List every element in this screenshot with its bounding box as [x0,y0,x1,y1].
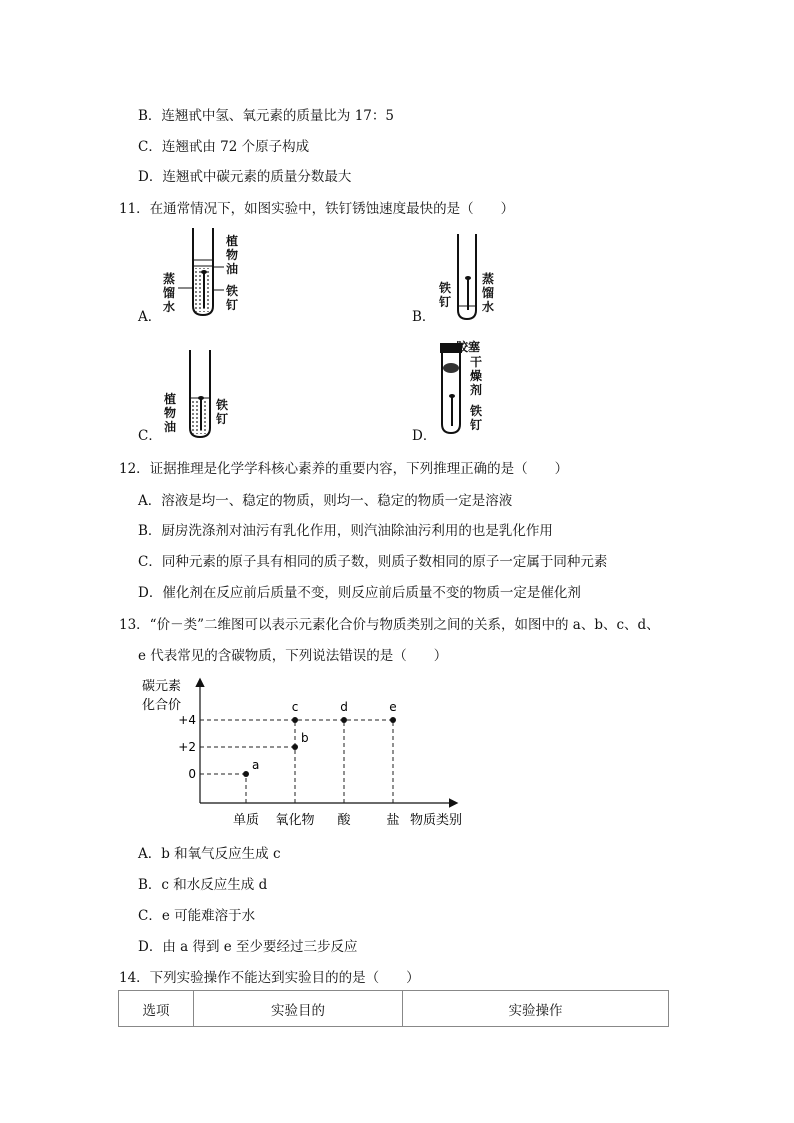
q10-option-b: B．连翘甙中氢、氧元素的质量比为 17：5 [138,108,394,124]
q13-option-c: C．e 可能难溶于水 [138,908,256,924]
table-header-purpose: 实验目的 [194,991,403,1027]
tube-d-nail-label: 铁钉 [470,404,483,432]
valence-class-chart [130,672,480,832]
q11-option-b-label: B． [412,309,436,325]
chart-point-d [341,717,347,723]
chart-y-tick-label: +4 [178,713,196,727]
chart-xlabel: 物质类别 [410,813,463,828]
chart-category-label: 氧化物 [275,813,315,828]
table-header-option: 选项 [119,991,194,1027]
tube-a-nail-label: 铁钉 [226,284,239,312]
tube-d-stopper-label: 胶塞 [456,340,481,354]
q13-stem-line1: 13．“价－类”二维图可以表示元素化合价与物质类别之间的关系，如图中的 a、b、c、d、 [119,617,660,633]
tube-a-oil-label: 植物油 [226,234,239,276]
q14-stem: 14．下列实验操作不能达到实验目的的是（ ） [119,970,420,986]
chart-ylabel-line1: 碳元素 [142,679,182,694]
test-tube-d-illustration [436,340,470,436]
chart-point-label-e: e [389,700,397,714]
q14-table [118,990,669,1027]
chart-category-label: 盐 [386,813,400,828]
q13-option-b: B．c 和水反应生成 d [138,877,268,893]
chart-point-label-d: d [340,700,348,714]
q12-option-a: A．溶液是均一、稳定的物质，则均一、稳定的物质一定是溶液 [138,493,513,509]
q11-option-a-label: A． [138,309,162,325]
test-tube-b-illustration [455,232,485,322]
chart-category-label: 单质 [232,813,260,828]
tube-c-oil-label: 植物油 [164,392,177,434]
q10-option-d: D．连翘甙中碳元素的质量分数最大 [138,169,352,185]
q12-stem: 12．证据推理是化学学科核心素养的重要内容，下列推理正确的是（ ） [119,461,569,477]
chart-point-label-a: a [252,758,260,772]
tube-b-nail-label: 铁钉 [439,281,452,309]
chart-point-a [243,771,249,777]
chart-point-e [390,717,396,723]
q11-option-c-label: C． [138,428,162,444]
tube-a-leader-lines [176,240,230,300]
test-tube-c-illustration [187,348,217,440]
chart-y-tick-label: 0 [188,767,196,781]
tube-b-water-label: 蒸馏水 [482,272,495,314]
chart-point-label-c: c [291,700,299,714]
q10-option-c: C．连翘甙由 72 个原子构成 [138,139,310,155]
chart-ylabel-line2: 化合价 [142,698,182,713]
chart-y-tick-label: +2 [178,740,196,754]
tube-a-water-label: 蒸馏水 [163,272,176,314]
q13-stem-line2: e 代表常见的含碳物质，下列说法错误的是（ ） [138,648,448,664]
q13-option-d: D．由 a 得到 e 至少要经过三步反应 [138,939,358,955]
q11-stem: 11．在通常情况下，如图实验中，铁钉锈蚀速度最快的是（ ） [119,201,515,217]
chart-point-c [292,717,298,723]
table-header-operation: 实验操作 [403,991,669,1027]
q13-option-a: A．b 和氧气反应生成 c [138,846,281,862]
q12-option-b: B．厨房洗涤剂对油污有乳化作用，则汽油除油污利用的也是乳化作用 [138,523,553,539]
chart-category-label: 酸 [337,813,351,828]
tube-d-desiccant-label: 干燥剂 [470,355,483,397]
chart-point-label-b: b [301,731,309,745]
chart-point-b [292,744,298,750]
q11-option-d-label: D． [412,428,437,444]
table-header-row [119,991,669,1027]
q12-option-d: D．催化剂在反应前后质量不变，则反应前后质量不变的物质一定是催化剂 [138,585,581,601]
tube-c-nail-label: 铁钉 [216,398,229,426]
q12-option-c: C．同种元素的原子具有相同的质子数，则质子数相同的原子一定属于同种元素 [138,554,608,570]
